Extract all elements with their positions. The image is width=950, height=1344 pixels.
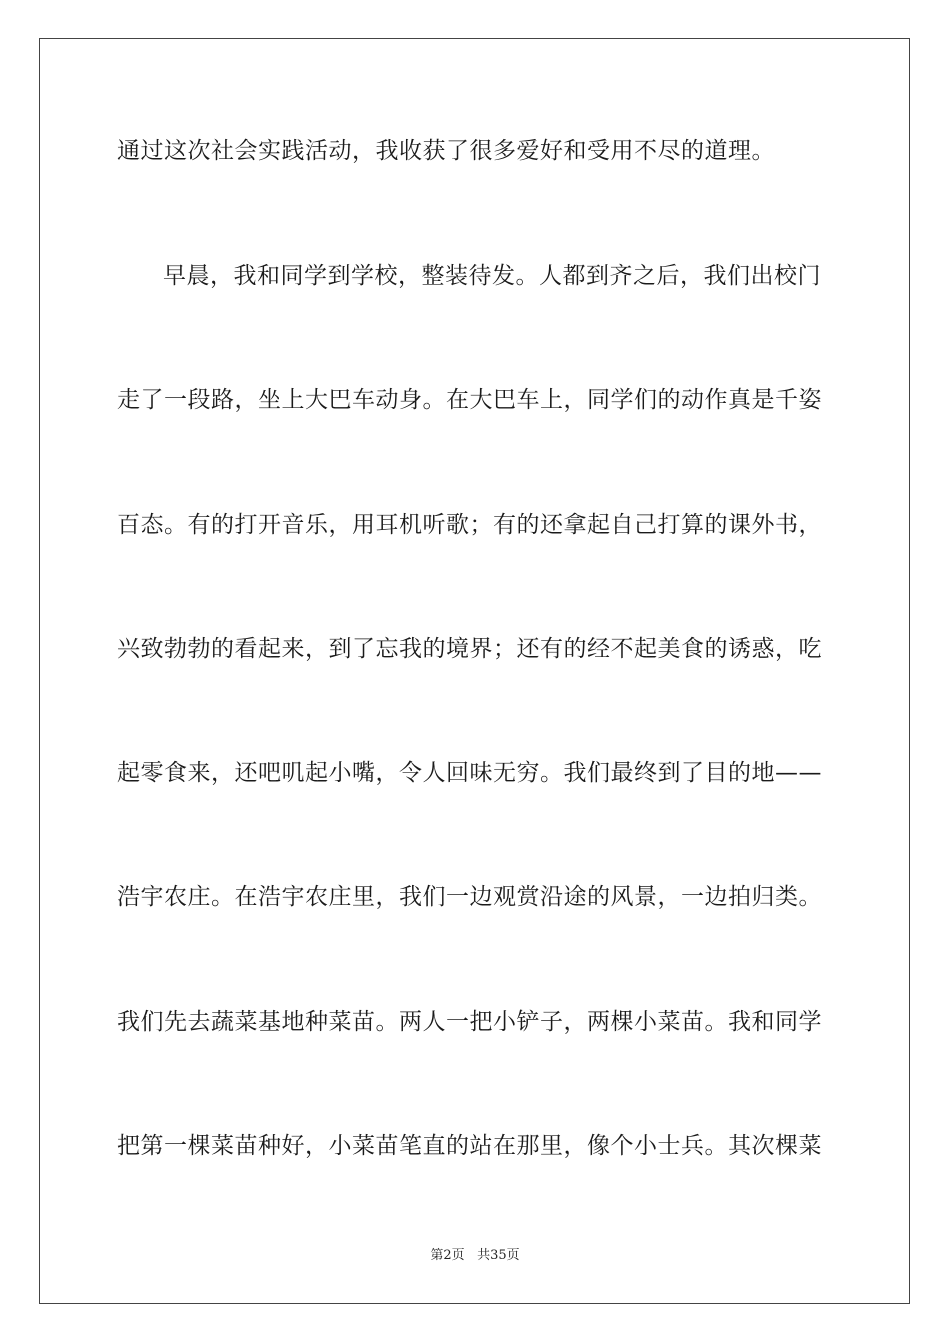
footer-page-prefix: 第	[430, 1248, 444, 1263]
text-line-3: 走了一段路，坐上大巴车动身。在大巴车上，同学们的动作真是千姿	[117, 387, 822, 413]
footer-page-number: 2	[443, 1248, 452, 1263]
footer-total-prefix: 共	[477, 1248, 491, 1263]
text-line-9: 把第一棵菜苗种好，小菜苗笔直的站在那里，像个小士兵。其次棵菜	[117, 1133, 822, 1159]
text-line-7: 浩宇农庄。在浩宇农庄里，我们一边观赏沿途的风景，一边拍归类。	[117, 884, 822, 910]
text-line-6: 起零食来，还吧叽起小嘴，令人回味无穷。我们最终到了目的地——	[117, 760, 822, 786]
text-line-2: 早晨，我和同学到学校，整装待发。人都到齐之后，我们出校门	[163, 263, 821, 289]
footer-page-suffix: 页	[451, 1248, 465, 1263]
page-border	[39, 38, 910, 1304]
text-line-5: 兴致勃勃的看起来，到了忘我的境界；还有的经不起美食的诱惑，吃	[117, 636, 822, 662]
text-line-1: 通过这次社会实践活动，我收获了很多爱好和受用不尽的道理。	[117, 138, 775, 164]
text-line-4: 百态。有的打开音乐，用耳机听歌；有的还拿起自己打算的课外书，	[117, 512, 822, 538]
page-footer	[0, 1247, 950, 1265]
footer-total-suffix: 页	[506, 1248, 520, 1263]
footer-total-pages: 35	[490, 1248, 507, 1263]
text-line-8: 我们先去蔬菜基地种菜苗。两人一把小铲子，两棵小菜苗。我和同学	[117, 1009, 822, 1035]
